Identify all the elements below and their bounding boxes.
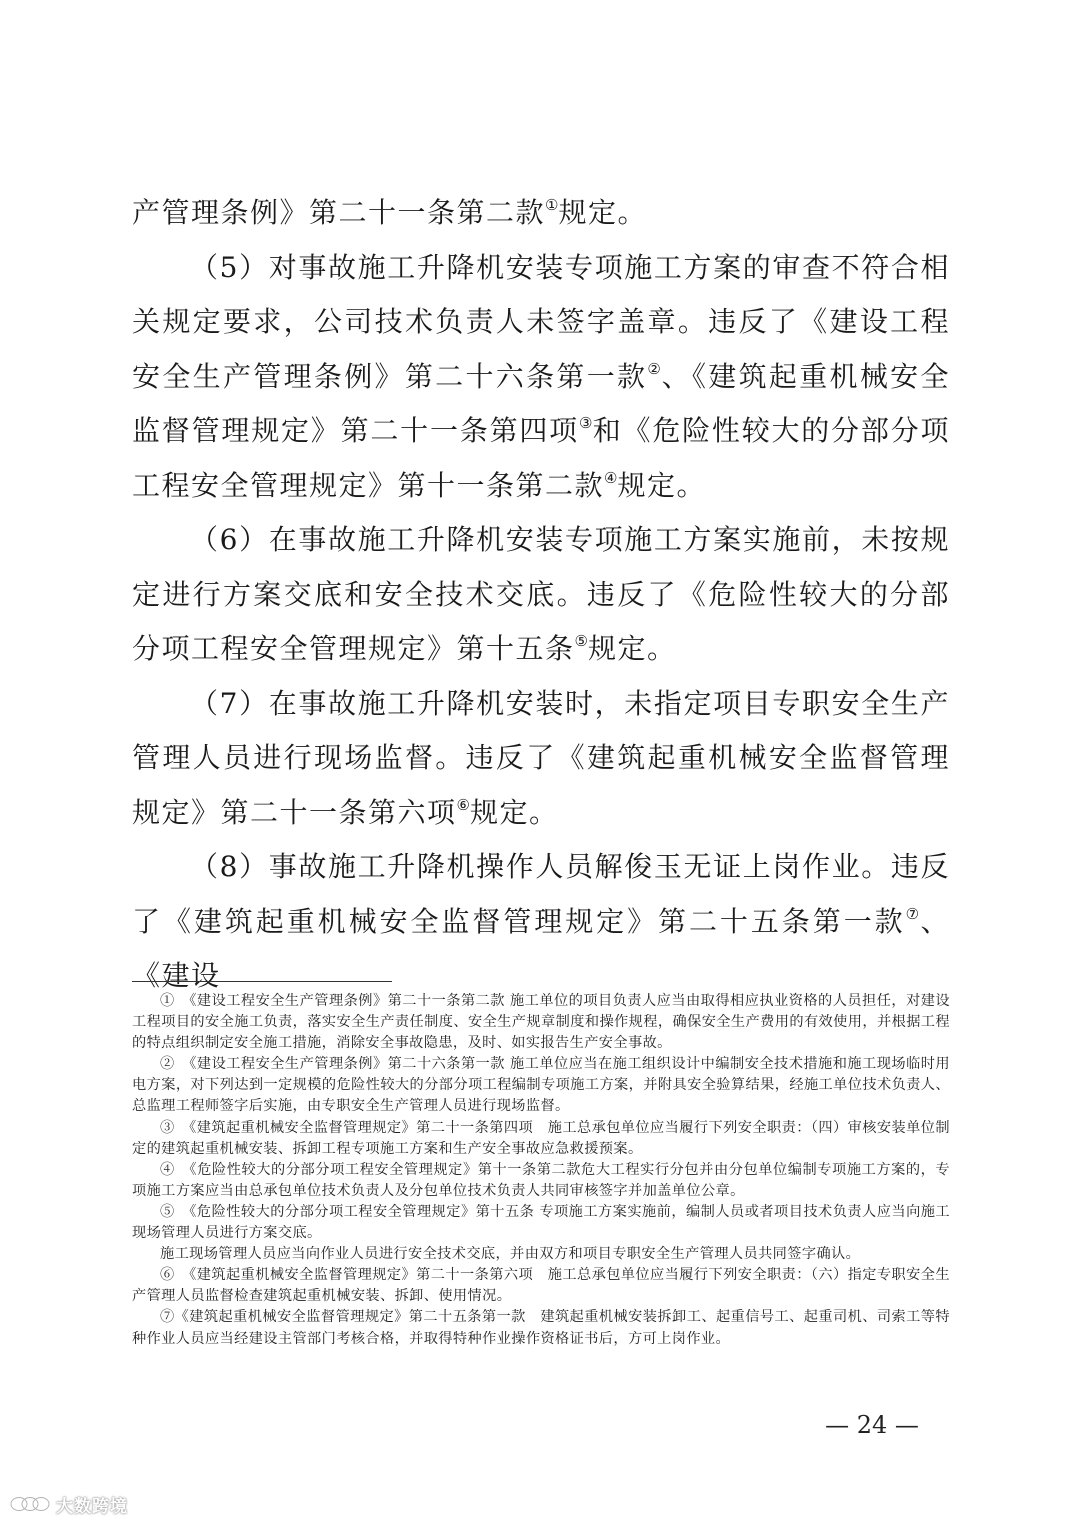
page-number: — 24 — bbox=[825, 1411, 919, 1439]
footnote-ref[interactable]: ⑥ bbox=[456, 795, 470, 814]
footnotes bbox=[132, 991, 950, 1350]
paragraph-6: （6）在事故施工升降机安装专项施工方案实施前，未按规定进行方案交底和安全技术交底。违反了《危险性较大的分部分项工程安全管理规定》第十五条⑤规定。 bbox=[132, 523, 950, 665]
footnote-ref[interactable]: ① bbox=[545, 196, 559, 214]
footnote-7: ⑦《建筑起重机械安全监督管理规定》第二十五条第一款 建筑起重机械安装拆卸工、起重信号工、起重司机、司索工等特种作业人员应当经建设主管部门考核合格，并取得特种作业操作资格证书后，方可上岗作业。 bbox=[132, 1309, 950, 1347]
footnote-1: ① 《建设工程安全生产管理条例》第二十一条第二款 施工单位的项目负责人应当由取得相应执业资格的人员担任，对建设工程项目的安全施工负责，落实安全生产责任制度、安全生产规章制度和操作规程，确保安全生产费用的有效使用，并根据工程的特点组织制定安全施工措施，消除安全事故隐患，及时、如实报告生产安全事故。 bbox=[132, 993, 950, 1052]
paragraph-5: （5）对事故施工升降机安装专项施工方案的审查不符合相关规定要求，公司技术负责人未签字盖章。违反了《建设工程安全生产管理条例》第二十六条第一款②、《建筑起重机械安全监督管理规定》第二十一条第四项③和《危险性较大的分部分项工程安全管理规定》第十一条第二款④规定。 bbox=[132, 250, 950, 502]
footnote-ref[interactable]: ② bbox=[647, 359, 662, 378]
body-text bbox=[132, 186, 950, 1004]
watermark bbox=[8, 1490, 128, 1518]
footnote-ref[interactable]: ③ bbox=[578, 414, 593, 432]
footnote-5-continued: 施工现场管理人员应当向作业人员进行安全技术交底，并由双方和项目专职安全生产管理人员共同签字确认。 bbox=[160, 1246, 861, 1263]
paragraph-8: （8）事故施工升降机操作人员解俊玉无证上岗作业。违反了《建筑起重机械安全监督管理规定》第二十五条第一款⑦、《建设 bbox=[132, 850, 950, 992]
footnote-5: ⑤ 《危险性较大的分部分项工程安全管理规定》第十五条 专项施工方案实施前，编制人员或者项目技术负责人应当向施工现场管理人员进行方案交底。 bbox=[132, 1203, 950, 1242]
watermark-text: 大数跨境 bbox=[56, 1496, 128, 1517]
footnote-3: ③ 《建筑起重机械安全监督管理规定》第二十一条第四项 施工总承包单位应当履行下列安全职责：（四）审核安装单位制定的建筑起重机械安装、拆卸工程专项施工方案和生产安全事故应急救援预案。 bbox=[132, 1119, 950, 1157]
chain-link-logo-icon bbox=[8, 1492, 52, 1516]
paragraph-continuation: 产管理条例》第二十一条第二款①规定。 bbox=[132, 196, 647, 229]
footnote-4: ④ 《危险性较大的分部分项工程安全管理规定》第十一条第二款危大工程实行分包并由分包单位编制专项施工方案的，专项施工方案应当由总承包单位技术负责人及分包单位技术负责人共同审核签字并加盖单位公章。 bbox=[132, 1161, 950, 1199]
footnote-2: ② 《建设工程安全生产管理条例》第二十六条第一款 施工单位应当在施工组织设计中编制安全技术措施和施工现场临时用电方案，对下列达到一定规模的危险性较大的分部分项工程编制专项施工方案，并附具安全验算结果，经施工单位技术负责人、总监理工程师签字后实施，由专职安全生产管理人员进行现场监督。 bbox=[132, 1056, 950, 1115]
footnote-ref[interactable]: ④ bbox=[604, 468, 618, 487]
footnote-6: ⑥ 《建筑起重机械安全监督管理规定》第二十一条第六项 施工总承包单位应当履行下列安全职责：（六）指定专职安全生产管理人员监督检查建筑起重机械安装、拆卸、使用情况。 bbox=[132, 1267, 950, 1305]
paragraph-7: （7）在事故施工升降机安装时，未指定项目专职安全生产管理人员进行现场监督。违反了《建筑起重机械安全监督管理规定》第二十一条第六项⑥规定。 bbox=[132, 686, 950, 829]
footnote-ref[interactable]: ⑤ bbox=[574, 632, 588, 650]
footnote-ref[interactable]: ⑦ bbox=[905, 904, 921, 923]
footnote-divider bbox=[132, 981, 392, 982]
